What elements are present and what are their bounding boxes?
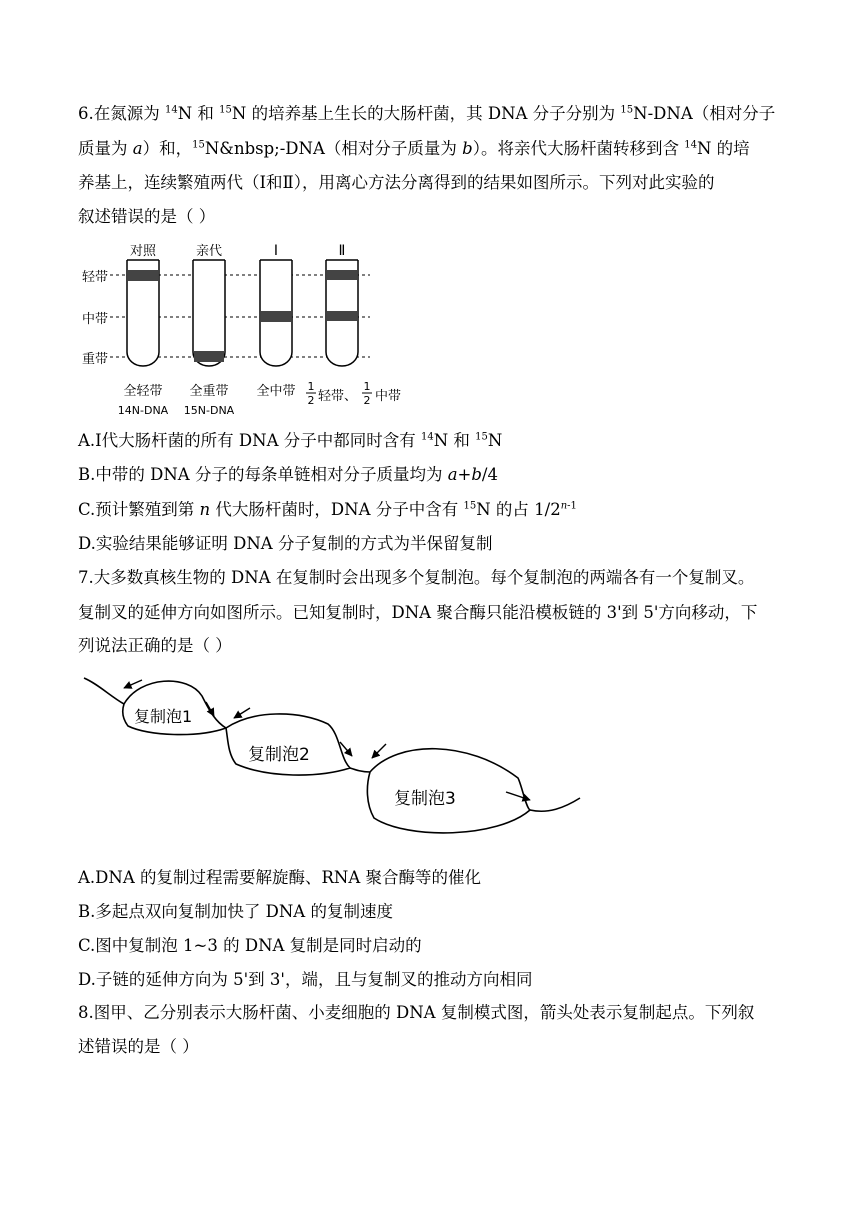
q7-option-a[interactable]: A.DNA 的复制过程需要解旋酶、RNA 聚合酶等的催化 xyxy=(78,868,482,887)
half-numerator-1: 1 xyxy=(307,380,315,393)
band-gen1-middle xyxy=(261,311,291,322)
q6-stem-line4: 叙述错误的是（ ） xyxy=(78,207,216,226)
q6-option-c[interactable]: C.预计繁殖到第 n 代大肠杆菌时，DNA 分子中含有 $^{15}$N 的占 1/2$^{n-1}$ xyxy=(78,500,577,519)
replication-bubbles-figure xyxy=(78,668,588,838)
band-gen2-light xyxy=(327,270,357,280)
tube-title-control: 对照 xyxy=(129,244,157,259)
band-label-light: 轻带 xyxy=(82,270,109,285)
result-half-light: 轻带、 xyxy=(318,389,358,404)
dna-left-tail xyxy=(84,678,124,704)
q7-stem-line3: 列说法正确的是（ ） xyxy=(78,636,232,655)
label-14n-dna: 14N-DNA xyxy=(117,404,169,417)
q6-stem-line2: 质量为 a）和，$^{15}$N&nbsp;-DNA（相对分子质量为 b）。将亲代大肠杆菌转移到含 $^{14}$N 的培 xyxy=(78,139,750,158)
band-control-light xyxy=(128,270,158,281)
tube-title-gen2: Ⅱ xyxy=(338,243,346,259)
bubble-3-label: 复制泡3 xyxy=(394,789,456,809)
band-label-middle: 中带 xyxy=(82,312,109,327)
q8-stem-line1: 8.图甲、乙分别表示大肠杆菌、小麦细胞的 DNA 复制模式图，箭头处表示复制起点。下列叙 xyxy=(78,1003,755,1022)
band-gen2-middle xyxy=(327,311,357,321)
q8-stem-line2: 述错误的是（ ） xyxy=(78,1037,199,1056)
half-denominator-1: 2 xyxy=(307,394,315,407)
half-numerator-2: 1 xyxy=(363,380,371,393)
q6-stem-line1: 6.在氮源为 $^{14}$N 和 $^{15}$N 的培养基上生长的大肠杆菌，其 DNA 分子分别为 $^{15}$N-DNA（相对分子 xyxy=(78,104,776,123)
dna-right-tail xyxy=(530,798,580,811)
q6-option-d[interactable]: D.实验结果能够证明 DNA 分子复制的方式为半保留复制 xyxy=(78,534,493,553)
label-15n-dna: 15N-DNA xyxy=(183,404,235,417)
q7-stem-line1: 7.大多数真核生物的 DNA 在复制时会出现多个复制泡。每个复制泡的两端各有一个复制叉。 xyxy=(78,568,755,587)
band-parent-heavy xyxy=(194,351,224,362)
fork-arrow-5 xyxy=(372,744,386,758)
tube-title-parent: 亲代 xyxy=(195,244,223,259)
q7-option-d[interactable]: D.子链的延伸方向为 5'到 3'，端，且与复制叉的推动方向相同 xyxy=(78,970,533,989)
fork-arrow-1 xyxy=(124,680,142,688)
q6-stem-line3: 养基上，连续繁殖两代（Ⅰ和Ⅱ），用离心方法分离得到的结果如图所示。下列对此实验的 xyxy=(78,173,715,192)
result-all-light: 全轻带 xyxy=(123,384,163,399)
half-denominator-2: 2 xyxy=(363,394,371,407)
q7-stem-line2: 复制叉的延伸方向如图所示。已知复制时，DNA 聚合酶只能沿模板链的 3'到 5'方向移动，下 xyxy=(78,603,758,622)
q7-option-c[interactable]: C.图中复制泡 1~3 的 DNA 复制是同时启动的 xyxy=(78,936,422,955)
result-half-middle: 中带 xyxy=(375,389,402,404)
result-all-heavy: 全重带 xyxy=(189,384,229,399)
bubble-2-label: 复制泡2 xyxy=(248,745,310,765)
q6-option-a[interactable]: A.Ⅰ代大肠杆菌的所有 DNA 分子中都同时含有 $^{14}$N 和 $^{15}$N xyxy=(78,431,503,450)
tube-title-gen1: Ⅰ xyxy=(273,243,279,259)
tube-parent xyxy=(193,260,225,366)
q6-option-b[interactable]: B.中带的 DNA 分子的每条单链相对分子质量均为 a+b/4 xyxy=(78,465,498,484)
centrifuge-tubes-figure xyxy=(78,238,413,422)
q7-option-b[interactable]: B.多起点双向复制加快了 DNA 的复制速度 xyxy=(78,902,393,921)
band-label-heavy: 重带 xyxy=(82,352,109,367)
fork-arrow-3 xyxy=(234,708,250,718)
result-all-middle: 全中带 xyxy=(256,384,296,399)
bubble-1-label: 复制泡1 xyxy=(134,707,193,726)
